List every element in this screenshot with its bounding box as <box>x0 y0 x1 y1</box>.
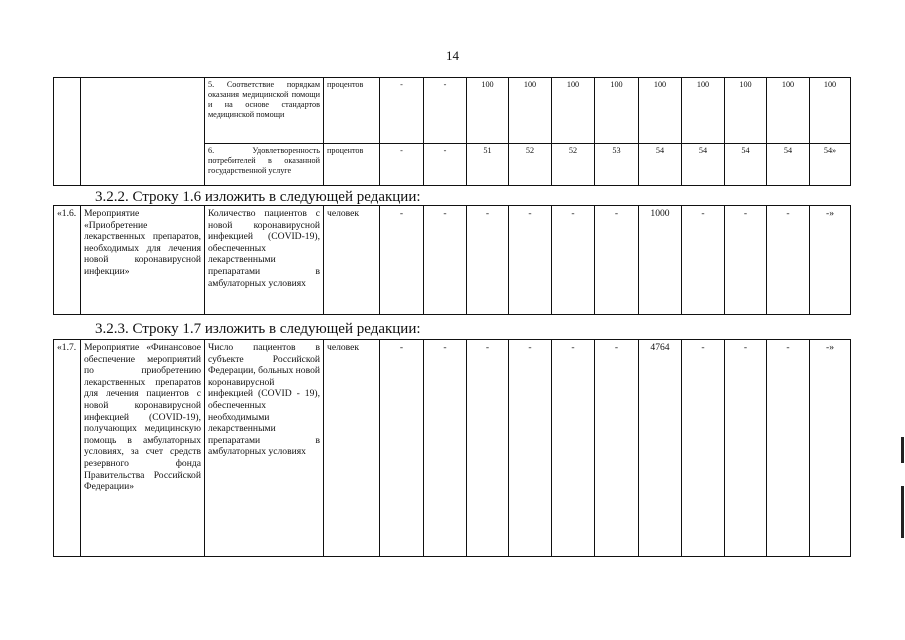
row-1-6-table <box>53 205 851 315</box>
value-cell: - <box>424 144 467 186</box>
section-heading-1-6: 3.2.2. Строку 1.6 изложить в следующей редакции: <box>95 189 421 205</box>
table-row <box>54 206 851 315</box>
unit-cell: человек <box>324 206 380 315</box>
indicators-table-continuation <box>53 77 851 186</box>
value-cell: - <box>509 206 552 315</box>
value-cell: 52 <box>509 144 552 186</box>
value-cell: - <box>552 206 595 315</box>
indicator-cell: Число пациентов в субъекте Российской Федерации, больных новой коронавирусной инфекцией (COVID - 19), обеспеченных необходимыми лекарственными препаратами в амбулаторных условиях <box>205 340 324 557</box>
row-number-cell: «1.6. <box>54 206 81 315</box>
value-cell: 54 <box>767 144 810 186</box>
value-cell: 1000 <box>639 206 682 315</box>
value-cell: -» <box>810 340 851 557</box>
value-cell: 4764 <box>639 340 682 557</box>
value-cell: 100 <box>552 78 595 144</box>
value-cell: - <box>380 78 424 144</box>
value-cell: - <box>725 206 767 315</box>
value-cell: 52 <box>552 144 595 186</box>
value-cell: - <box>682 206 725 315</box>
value-cell: - <box>380 340 424 557</box>
value-cell: - <box>380 206 424 315</box>
value-cell: - <box>682 340 725 557</box>
value-cell: 54 <box>682 144 725 186</box>
value-cell: - <box>595 206 639 315</box>
value-cell: - <box>424 340 467 557</box>
value-cell: - <box>509 340 552 557</box>
row-1-7-table <box>53 339 851 557</box>
value-cell: -» <box>810 206 851 315</box>
measure-cell: Мероприятие «Приобретение лекарственных препаратов, необходимых для лечения новой коронавирусной инфекции» <box>81 206 205 315</box>
value-cell: 100 <box>767 78 810 144</box>
value-cell: - <box>380 144 424 186</box>
value-cell: - <box>725 340 767 557</box>
value-cell: - <box>767 206 810 315</box>
value-cell: - <box>467 340 509 557</box>
value-cell: - <box>424 78 467 144</box>
value-cell: 51 <box>467 144 509 186</box>
value-cell: 54 <box>725 144 767 186</box>
unit-cell: процентов <box>324 144 380 186</box>
scan-edge-mark <box>901 486 904 538</box>
scan-edge-mark <box>901 437 904 463</box>
value-cell: - <box>424 206 467 315</box>
table-row <box>54 78 851 144</box>
value-cell: 100 <box>639 78 682 144</box>
value-cell: - <box>552 340 595 557</box>
measure-cell: Мероприятие «Финансовое обеспечение мероприятий по приобретению лекарственных препаратов для лечения пациентов с новой коронавирусной инфекцией (COVID-19), получающих медицинскую помощь в амбулаторных условиях, за счет средств резервного фонда Правительства Российской Федерации» <box>81 340 205 557</box>
value-cell: 100 <box>467 78 509 144</box>
value-cell: 54» <box>810 144 851 186</box>
value-cell: - <box>767 340 810 557</box>
value-cell: - <box>595 340 639 557</box>
indicator-cell: 6. Удовлетворенность потребителей в оказанной государственной услуге <box>205 144 324 186</box>
value-cell: 100 <box>725 78 767 144</box>
value-cell: 54 <box>639 144 682 186</box>
indicator-cell: Количество пациентов с новой коронавирусной инфекцией (COVID-19), обеспеченных лекарственными препаратами в амбулаторных условиях <box>205 206 324 315</box>
unit-cell: человек <box>324 340 380 557</box>
indicator-cell: 5. Соответствие порядкам оказания медицинской помощи и на основе стандартов медицинской помощи <box>205 78 324 144</box>
section-heading-1-7: 3.2.3. Строку 1.7 изложить в следующей редакции: <box>95 321 421 337</box>
value-cell: 100 <box>810 78 851 144</box>
value-cell: 100 <box>595 78 639 144</box>
value-cell: 53 <box>595 144 639 186</box>
row-number-cell: «1.7. <box>54 340 81 557</box>
unit-cell: процентов <box>324 78 380 144</box>
value-cell: 100 <box>682 78 725 144</box>
value-cell: - <box>467 206 509 315</box>
value-cell: 100 <box>509 78 552 144</box>
row-number-cell <box>54 78 81 186</box>
table-row <box>54 340 851 557</box>
page-number: 14 <box>446 48 459 63</box>
measure-cell <box>81 78 205 186</box>
